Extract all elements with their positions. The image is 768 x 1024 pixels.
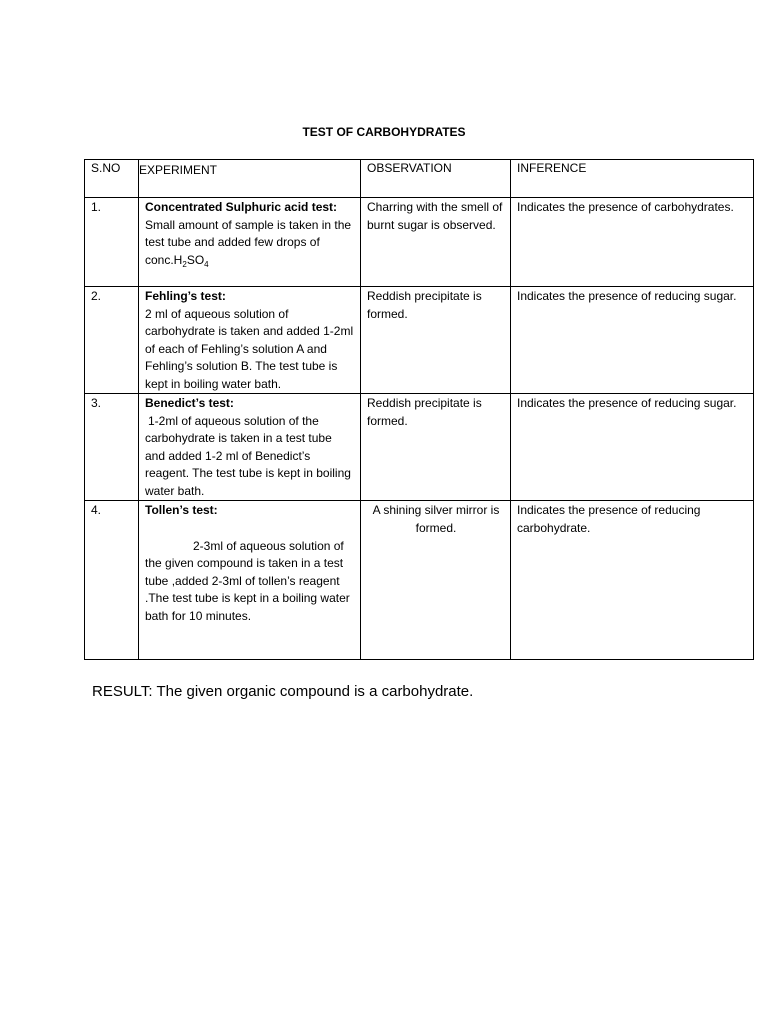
- carbohydrate-tests-table: [84, 159, 754, 660]
- cell-sno: [85, 394, 139, 501]
- cell-inference: [511, 198, 754, 287]
- cell-experiment: [139, 394, 361, 501]
- inference-text: Indicates the presence of reducing sugar.: [517, 396, 737, 410]
- test-name: Fehling’s test:: [145, 289, 226, 303]
- table-row: [85, 394, 754, 501]
- cell-inference: [511, 501, 754, 660]
- cell-sno: [85, 287, 139, 394]
- procedure-text: 2 ml of aqueous solution of carbohydrate is taken and added 1-2ml of each of Fehling’s solution A and Fehling’s solution B. The test tube is kept in boiling water bath.: [145, 306, 354, 391]
- result-statement: RESULT: The given organic compound is a carbohydrate.: [92, 683, 474, 700]
- sno-text: 2.: [91, 289, 102, 303]
- test-name: Benedict’s test:: [145, 396, 234, 410]
- header-experiment: EXPERIMENT: [139, 160, 361, 198]
- test-name: Tollen’s test:: [145, 503, 218, 517]
- procedure-mid: SO: [186, 252, 205, 267]
- cell-inference: [511, 287, 754, 394]
- header-observation: OBSERVATION: [361, 160, 511, 198]
- sno-text: 1.: [91, 200, 102, 214]
- inference-text: Indicates the presence of reducing sugar.: [517, 289, 737, 303]
- cell-observation: [361, 394, 511, 501]
- test-name: Concentrated Sulphuric acid test:: [145, 200, 338, 214]
- table-row: [85, 287, 754, 394]
- cell-experiment: [139, 501, 361, 660]
- cell-observation: [361, 198, 511, 287]
- observation-text: Reddish precipitate is formed.: [367, 289, 482, 321]
- procedure-text: 2-3ml of aqueous solution of the given compound is taken in a test tube ,added 2-3ml of tollen’s reagent .The test tube is kept in a boiling water bath for 10 minutes.: [145, 538, 350, 623]
- sno-text: 3.: [91, 396, 102, 410]
- observation-text: Charring with the smell of burnt sugar is observed.: [367, 200, 503, 232]
- sno-text: 4.: [91, 503, 102, 517]
- subscript-2: 2: [182, 259, 187, 269]
- cell-observation: [361, 501, 511, 660]
- subscript-4: 4: [204, 259, 209, 269]
- inference-text: Indicates the presence of carbohydrates.: [517, 200, 734, 214]
- table-row: [85, 501, 754, 660]
- table-header-row: [85, 160, 754, 198]
- observation-text: A shining silver mirror is formed.: [372, 503, 500, 535]
- page-title: TEST OF CARBOHYDRATES: [302, 125, 466, 139]
- inference-text: Indicates the presence of reducing carbohydrate.: [517, 503, 701, 535]
- table-row: [85, 198, 754, 287]
- cell-sno: [85, 501, 139, 660]
- header-sno: S.NO: [85, 160, 139, 198]
- observation-text: Reddish precipitate is formed.: [367, 396, 482, 428]
- procedure-text: Small amount of sample is taken in the test tube and added few drops of conc.H: [145, 217, 352, 267]
- cell-sno: [85, 198, 139, 287]
- cell-observation: [361, 287, 511, 394]
- cell-inference: [511, 394, 754, 501]
- cell-experiment: [139, 287, 361, 394]
- procedure-text: 1-2ml of aqueous solution of the carbohydrate is taken in a test tube and added 1-2 ml of Benedict’s reagent. The test tube is kept in boiling water bath.: [145, 413, 351, 498]
- header-inference: INFERENCE: [511, 160, 754, 198]
- cell-experiment: [139, 198, 361, 287]
